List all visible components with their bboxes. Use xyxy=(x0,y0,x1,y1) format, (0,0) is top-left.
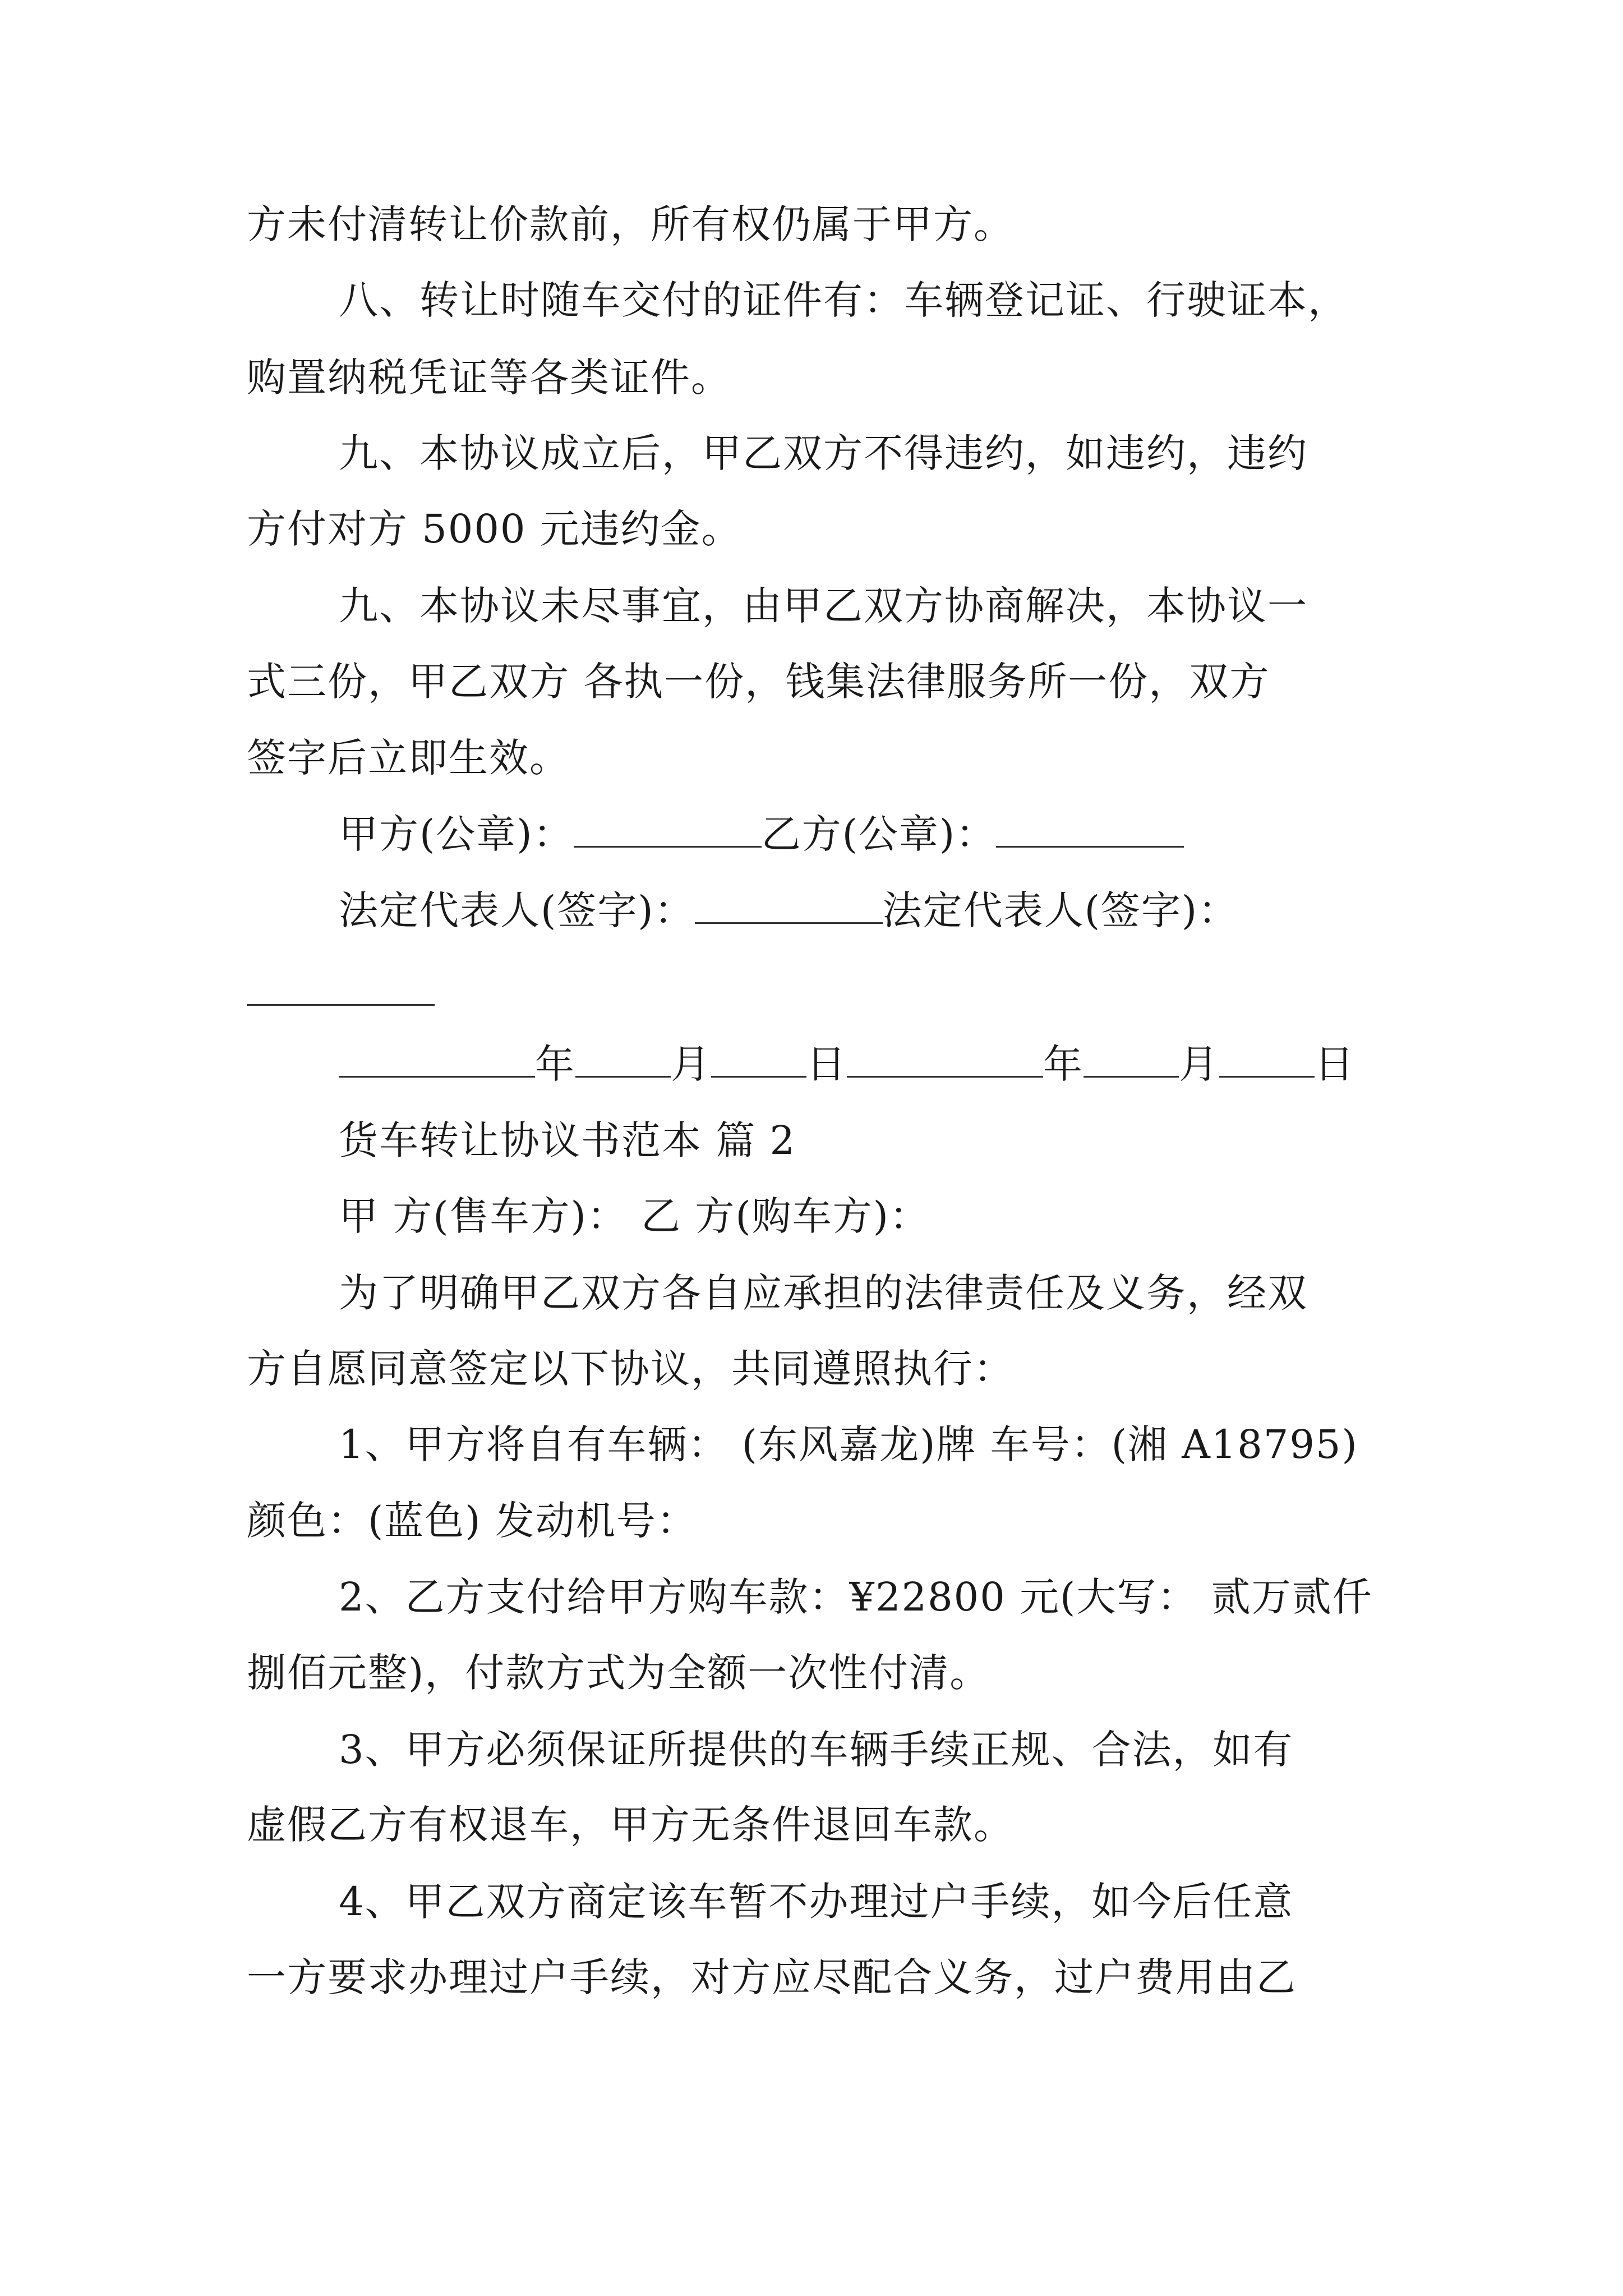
clause-9b: 九、本协议未尽事宜，由甲乙双方协商解决，本协议一 xyxy=(339,583,1308,629)
month-blank xyxy=(575,1040,671,1078)
clause-1: 1、甲方将自有车辆： (东风嘉龙)牌 车号：(湘 A18795) xyxy=(339,1421,1358,1467)
rep-b-label: 法定代表人(签字)： xyxy=(882,887,1239,933)
text-line: 签字后立即生效。 xyxy=(247,735,570,781)
year-label: 年 xyxy=(535,1041,575,1087)
month-blank-2 xyxy=(1083,1040,1179,1078)
clause-3: 3、甲方必须保证所提供的车辆手续正规、合法，如有 xyxy=(339,1727,1294,1773)
text-line: 购置纳税凭证等各类证件。 xyxy=(247,355,731,401)
text-line: 方未付清转让价款前，所有权仍属于甲方。 xyxy=(247,201,1014,247)
month-label: 月 xyxy=(671,1041,711,1087)
rep-a-label: 法定代表人(签字)： xyxy=(339,887,695,933)
party-b-seal-blank xyxy=(996,810,1184,848)
text-line: 方自愿同意签定以下协议，共同遵照执行： xyxy=(247,1346,1014,1392)
day-label: 日 xyxy=(806,1041,847,1087)
rep-b-blank xyxy=(247,968,435,1006)
party-b-seal-label: 乙方(公章)： xyxy=(761,811,997,857)
clause-8: 八、转让时随车交付的证件有：车辆登记证、行驶证本， xyxy=(339,277,1348,323)
day-blank xyxy=(711,1040,806,1078)
seal-line xyxy=(339,809,1184,859)
text-line: 一方要求办理过户手续，对方应尽配合义务，过户费用由乙 xyxy=(247,1954,1297,2000)
text-line: 方付对方 5000 元违约金。 xyxy=(247,506,742,552)
date-line xyxy=(339,1039,1355,1089)
clause-9: 九、本协议成立后，甲乙双方不得违约，如违约，违约 xyxy=(339,430,1308,476)
rep-b-blank-line xyxy=(247,967,435,1018)
text-line: 式三份，甲乙双方 各执一份，钱集法律服务所一份，双方 xyxy=(247,659,1270,705)
text-line: 捌佰元整)，付款方式为全额一次性付清。 xyxy=(247,1650,990,1696)
representative-line xyxy=(339,885,1238,936)
party-a-seal-blank xyxy=(574,810,762,848)
day-label-2: 日 xyxy=(1315,1041,1355,1087)
year-blank-2 xyxy=(847,1040,1043,1078)
text-line: 虚假乙方有权退车，甲方无条件退回车款。 xyxy=(247,1802,1014,1848)
section-heading: 货车转让协议书范本 篇 2 xyxy=(339,1117,796,1163)
month-label-2: 月 xyxy=(1179,1041,1219,1087)
party-a-seal-label: 甲方(公章)： xyxy=(339,811,574,857)
year-label-2: 年 xyxy=(1043,1041,1083,1087)
rep-a-blank xyxy=(695,886,883,924)
day-blank-2 xyxy=(1219,1040,1315,1078)
preamble: 为了明确甲乙双方各自应承担的法律责任及义务，经双 xyxy=(339,1270,1308,1316)
clause-4: 4、甲乙双方商定该车暂不办理过户手续，如今后任意 xyxy=(339,1879,1294,1925)
parties-line: 甲 方(售车方)： 乙 方(购车方)： xyxy=(339,1193,930,1239)
year-blank xyxy=(339,1040,535,1078)
text-line: 颜色：(蓝色) 发动机号： xyxy=(247,1498,697,1544)
clause-2: 2、乙方支付给甲方购车款：¥22800 元(大写： 贰万贰仟 xyxy=(339,1574,1373,1620)
